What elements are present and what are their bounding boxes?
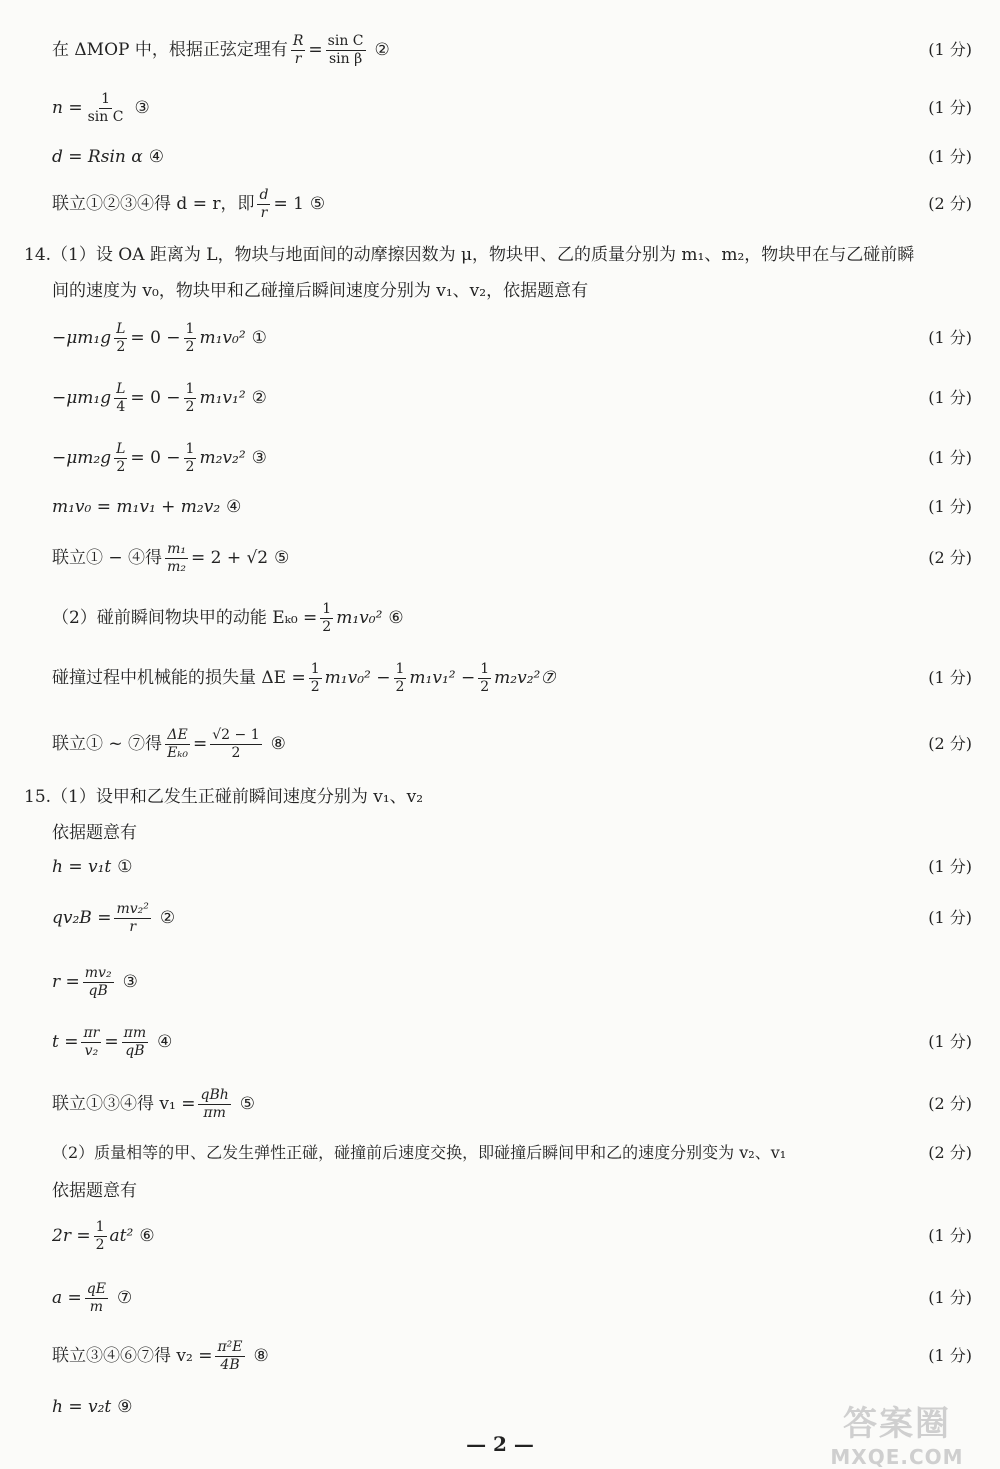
score: ( 1 分 ) <box>928 450 972 466</box>
equation-marker: ③ <box>251 447 267 468</box>
line-text: = 1 <box>273 193 304 214</box>
eq-lhs: 2r = <box>52 1225 91 1246</box>
eq-mid: = 0 − <box>130 327 181 348</box>
q14-intro <box>24 244 972 266</box>
score: ( 1 分 ) <box>928 42 972 58</box>
fraction: $\frac{1}{2}$ <box>185 440 195 475</box>
eq-rhs: at² <box>109 1225 134 1246</box>
fraction: $\frac{1}{2}$ <box>310 660 320 695</box>
fraction: $\frac{R}{r}$ <box>292 32 304 67</box>
line-text: d = Rsin α <box>52 146 143 167</box>
fraction: $\frac{1}{2}$ <box>322 600 332 635</box>
q15-eq-1 <box>52 856 972 878</box>
score: ( 1 分 ) <box>928 1034 972 1050</box>
eq-rhs: m₁v₁² <box>199 387 246 408</box>
eq-mid: = 0 − <box>130 387 181 408</box>
q14-momentum <box>52 496 972 518</box>
q14-intro-text: 14.（1）设 OA 距离为 L，物块与地面间的动摩擦因数为 μ，物块甲、乙的质量分别为 m₁、m₂，物块甲在与乙碰前瞬 <box>24 244 915 265</box>
eq-lhs: −μm₁g <box>52 327 112 348</box>
watermark-logo <box>812 1396 982 1469</box>
fraction: $\frac{\text{mv₂}}{qB}$ <box>84 964 112 999</box>
score: ( 1 分 ) <box>928 670 972 686</box>
q15-eq-4 <box>52 1022 972 1062</box>
equation-marker: ① <box>251 327 267 348</box>
eq-text: h = v₁t <box>52 856 112 877</box>
watermark-text: 答案圈 <box>843 1404 951 1444</box>
q15-intro-text: 15.（1）设甲和乙发生正碰前瞬间速度分别为 v₁、v₂ <box>24 786 424 807</box>
fraction: $\frac{\pi m}{qB}$ <box>123 1024 147 1059</box>
equation-marker: ⑦ <box>116 1287 133 1308</box>
score: ( 1 分 ) <box>928 1290 972 1306</box>
equation-marker: ④ <box>226 496 242 517</box>
eq-lhs: qv₂B = <box>52 907 112 928</box>
fraction: $\frac{L}{4}$ <box>116 380 126 415</box>
q14-eq-3 <box>52 440 972 476</box>
equation-marker: ④ <box>148 146 164 167</box>
line-text: n = <box>52 97 83 118</box>
fraction: $\frac{1}{2}$ <box>185 320 195 355</box>
eq-lhs: r = <box>52 971 80 992</box>
equation-marker: ③ <box>122 971 138 992</box>
eq-lhs: a = <box>52 1287 82 1308</box>
watermark-url: MXQE.COM <box>830 1445 964 1469</box>
answer-line <box>52 34 972 66</box>
equation-marker: ⑥ <box>388 607 404 628</box>
eq-text: 联立① − ④得 <box>52 547 163 568</box>
equation-marker: ⑨ <box>117 1396 133 1417</box>
q15-basis <box>52 822 972 844</box>
eq-lhs: 联立①③④得 v₁ = <box>52 1093 196 1114</box>
fraction: $\frac{\text{mv₂²}}{r}$ <box>116 900 149 935</box>
score: ( 1 分 ) <box>928 390 972 406</box>
q15-eq-9 <box>52 1396 780 1418</box>
eq-mid: = 0 − <box>130 447 181 468</box>
score: ( 2 分 ) <box>928 550 972 566</box>
q15-part2 <box>52 1142 972 1164</box>
q14-intro-text: 间的速度为 v₀，物块甲和乙碰撞后瞬间速度分别为 v₁、v₂，依据题意有 <box>52 280 589 301</box>
eq-lhs: t = <box>52 1031 79 1052</box>
score: ( 1 分 ) <box>928 1348 972 1364</box>
eq-text: = 2 + √2 <box>190 547 269 568</box>
q14-eq-2 <box>52 380 972 416</box>
equation-marker: ⑤ <box>239 1093 256 1114</box>
fraction: $\frac{\text{qBh}}{\pi m}$ <box>200 1086 229 1121</box>
eq-term: m₂v₂²⑦ <box>494 667 556 688</box>
q15-intro <box>24 786 972 808</box>
q14-part2 <box>52 600 972 636</box>
equation-marker: ③ <box>134 97 150 118</box>
score: ( 2 分 ) <box>928 1145 972 1161</box>
fraction: $\frac{\text{sin C}}{\text{sin β}}$ <box>327 32 364 67</box>
fraction: $\frac{\text{m₁}}{\text{m₂}}$ <box>167 540 186 575</box>
page-number: — 2 — <box>466 1432 534 1456</box>
score: ( 1 分 ) <box>928 100 972 116</box>
fraction: $\frac{1}{2}$ <box>480 660 490 695</box>
equation-marker: ② <box>159 907 176 928</box>
q14-combine-2 <box>52 724 972 764</box>
fraction: $\frac{L}{2}$ <box>116 440 126 475</box>
fraction: $\frac{\text{π²E}}{4B}$ <box>217 1338 243 1373</box>
answer-line <box>52 146 972 168</box>
eq-lhs: 联立③④⑥⑦得 v₂ = <box>52 1345 213 1366</box>
score: ( 1 分 ) <box>928 499 972 515</box>
eq-term: m₁v₁² − <box>409 667 476 688</box>
basis-text: 依据题意有 <box>52 822 137 843</box>
equation-marker: ② <box>374 39 390 60</box>
eq-text: m₁v₀ = m₁v₁ + m₂v₂ <box>52 496 221 517</box>
q15-eq-3 <box>52 962 972 1002</box>
equation-marker: ⑧ <box>253 1345 269 1366</box>
q15-eq-6 <box>52 1216 972 1256</box>
eq-text: 碰撞过程中机械能的损失量 ΔE = <box>52 667 306 688</box>
q15-eq-2 <box>52 898 972 938</box>
q14-intro-cont <box>52 280 972 302</box>
eq-text: h = v₂t <box>52 1396 112 1417</box>
q14-eq-1 <box>52 320 972 356</box>
fraction: $\frac{d}{r}$ <box>259 186 269 221</box>
eq-text: 联立① ~ ⑦得 <box>52 733 163 754</box>
equation-marker: ⑤ <box>309 193 326 214</box>
fraction: $\frac{1}{\text{sin C}}$ <box>87 90 124 125</box>
eq-text: = <box>193 733 208 754</box>
q15-basis-2 <box>52 1180 972 1202</box>
score: ( 1 分 ) <box>928 859 972 875</box>
eq-rhs: m₁v₀² <box>199 327 246 348</box>
score: ( 2 分 ) <box>928 196 972 212</box>
equation-marker: ① <box>117 856 133 877</box>
line-text: 联立①②③④得 d = r，即 <box>52 193 255 214</box>
eq-text: （2）碰前瞬间物块甲的动能 Eₖ₀ = <box>52 607 318 628</box>
equation-marker: ⑤ <box>274 547 290 568</box>
basis-text: 依据题意有 <box>52 1180 137 1201</box>
score: ( 1 分 ) <box>928 910 972 926</box>
eq-lhs: −μm₂g <box>52 447 112 468</box>
q15-eq-7 <box>52 1278 972 1318</box>
score: ( 1 分 ) <box>928 149 972 165</box>
equation-marker: ⑧ <box>270 733 286 754</box>
eq-rhs: m₁v₀² <box>336 607 383 628</box>
line-text: 在 ΔMOP 中，根据正弦定理有 <box>52 39 288 60</box>
eq-term: m₁v₀² − <box>324 667 391 688</box>
score: ( 1 分 ) <box>928 1228 972 1244</box>
q14-energy-loss <box>52 660 972 696</box>
eq-mid: = <box>104 1031 119 1052</box>
q14-combine-1 <box>52 540 972 576</box>
fraction: $\frac{\Delta E}{\text{Eₖ₀}}$ <box>167 726 189 761</box>
fraction: $\frac{L}{2}$ <box>116 320 126 355</box>
answer-line <box>52 188 972 220</box>
q15-eq-5 <box>52 1084 972 1124</box>
answer-line <box>52 92 972 124</box>
fraction: $\frac{1}{2}$ <box>395 660 405 695</box>
line-text: = <box>308 39 323 60</box>
score: ( 2 分 ) <box>928 1096 972 1112</box>
fraction: $\frac{1}{2}$ <box>185 380 195 415</box>
eq-rhs: m₂v₂² <box>199 447 246 468</box>
equation-marker: ⑥ <box>139 1225 155 1246</box>
equation-marker: ② <box>251 387 267 408</box>
q15-eq-8 <box>52 1336 972 1376</box>
fraction: $\frac{\pi r}{\text{v₂}}$ <box>83 1024 100 1059</box>
part2-text: （2）质量相等的甲、乙发生弹性正碰，碰撞前后速度交换，即碰撞后瞬间甲和乙的速度分别变为 v₂、v₁ <box>52 1143 787 1162</box>
score: ( 1 分 ) <box>928 330 972 346</box>
score: ( 2 分 ) <box>928 736 972 752</box>
equation-marker: ④ <box>157 1031 173 1052</box>
eq-lhs: −μm₁g <box>52 387 112 408</box>
fraction: $\frac{1}{2}$ <box>95 1218 105 1253</box>
fraction: $\frac{√2 - 1}{2}$ <box>212 726 260 761</box>
fraction: $\frac{qE}{m}$ <box>86 1280 106 1315</box>
